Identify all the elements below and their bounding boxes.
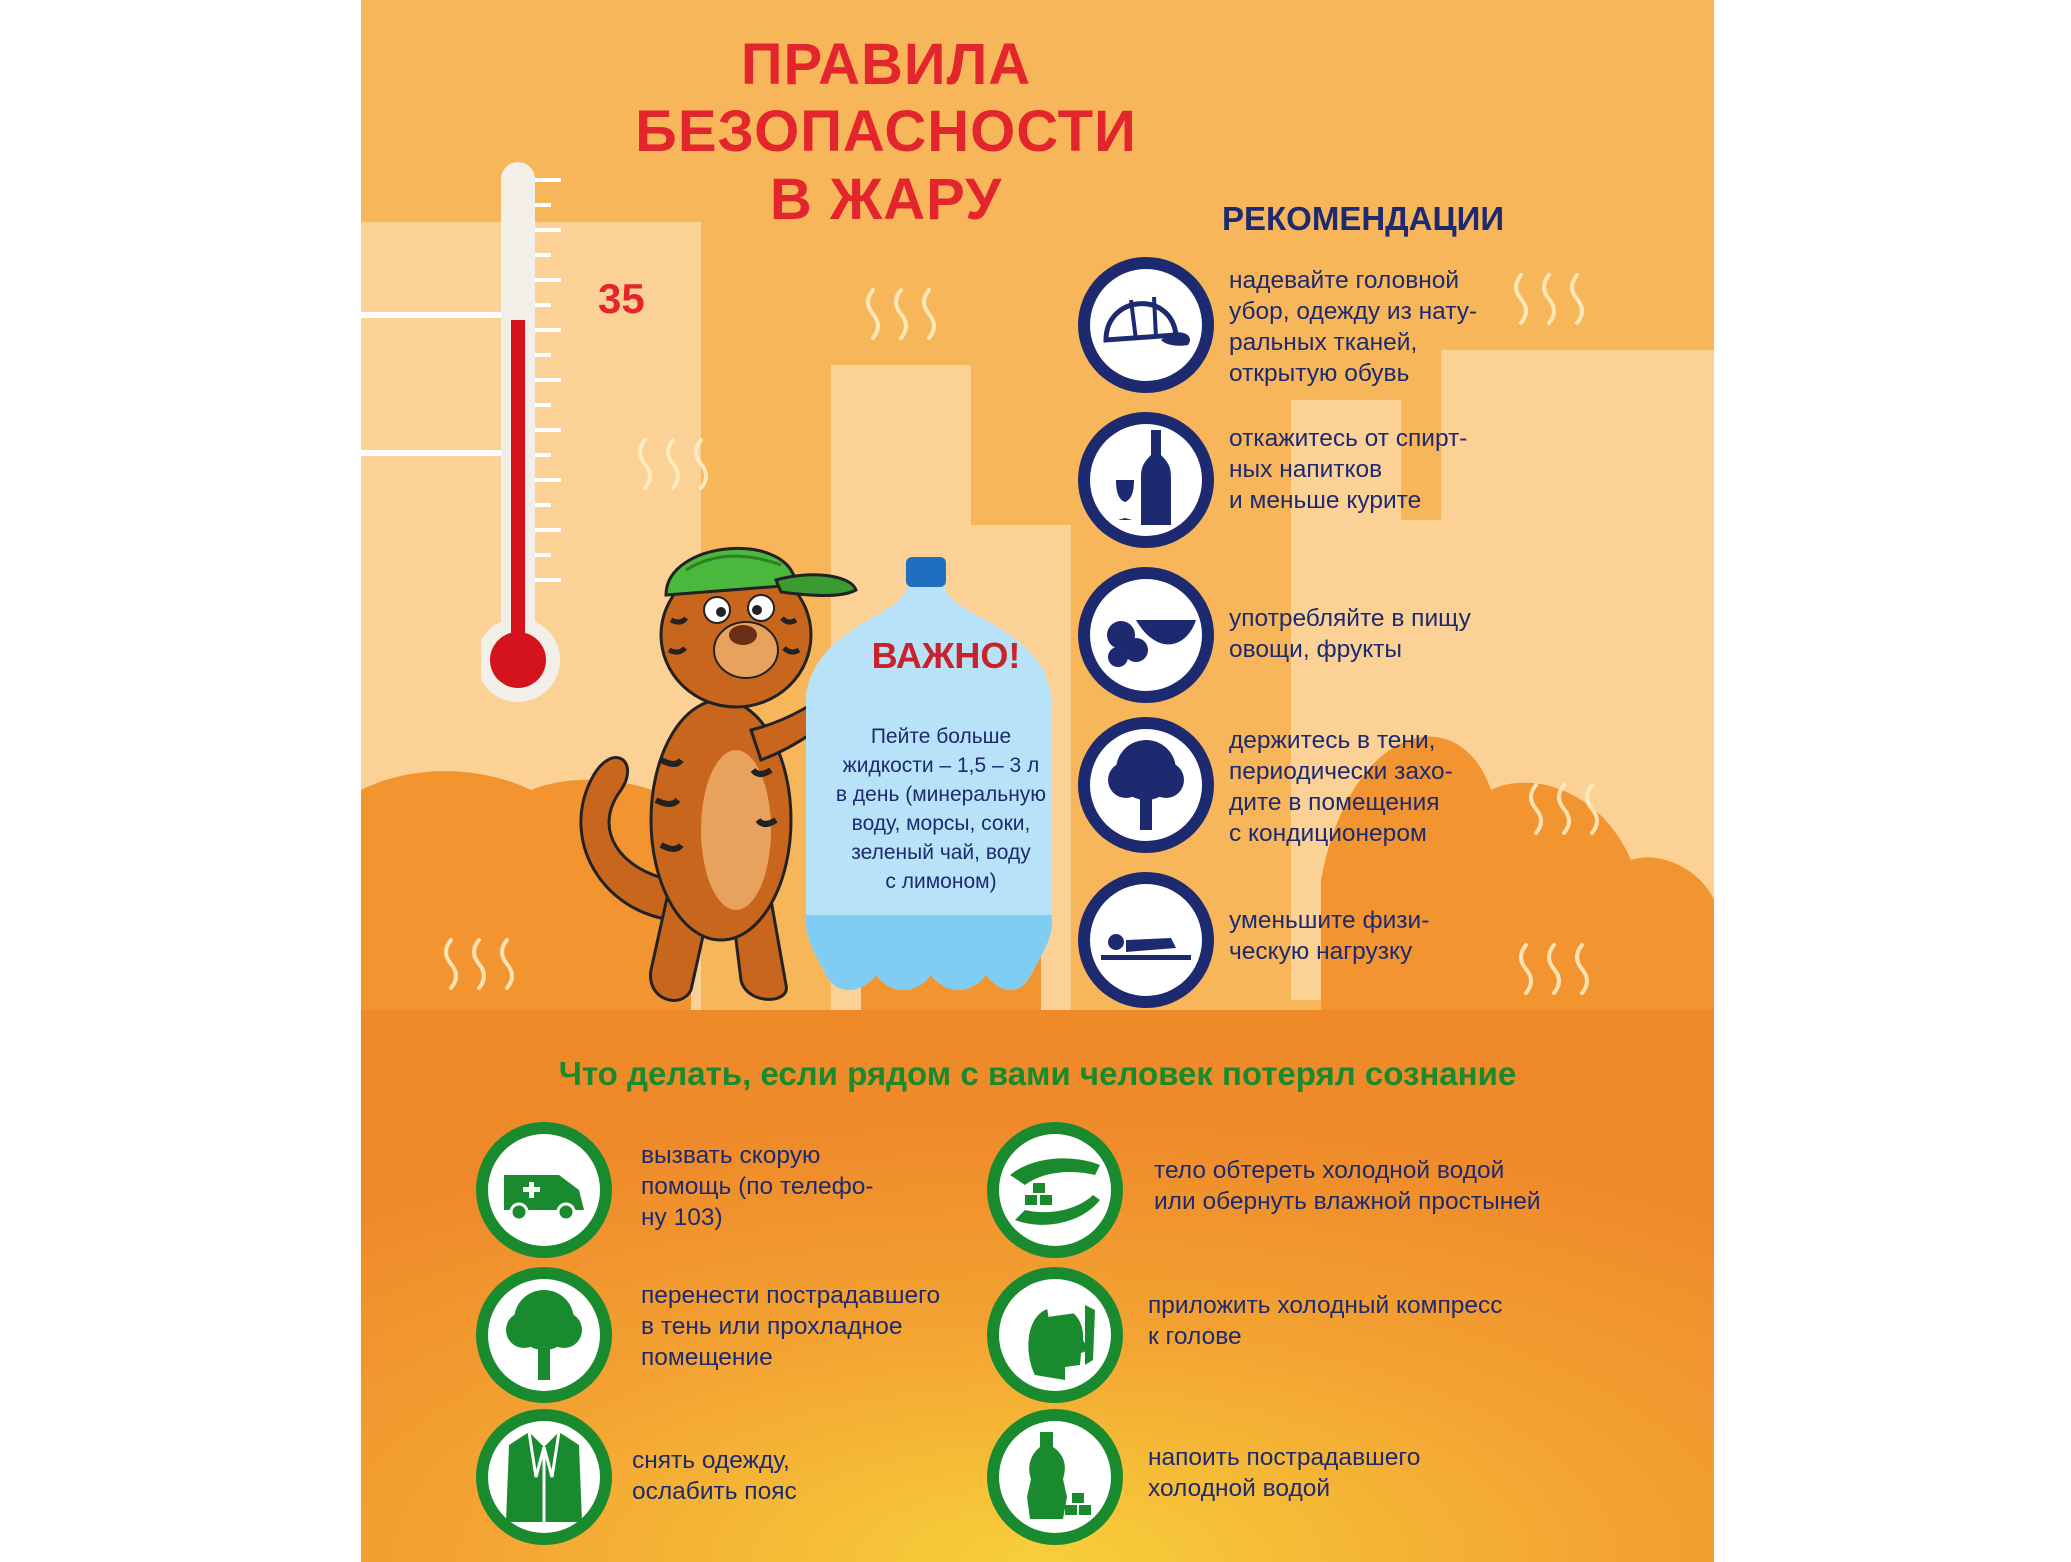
title-line-2: БЕЗОПАСНОСТИ <box>635 99 1137 164</box>
head-compress-icon <box>985 1265 1125 1405</box>
first-aid-title: Что делать, если рядом с вами человек потерял сознание <box>558 1055 1517 1092</box>
hands-ice-icon <box>985 1120 1125 1260</box>
jacket-icon <box>474 1407 614 1547</box>
first-aid-text-clothes: снять одежду, ослабить пояс <box>632 1447 797 1505</box>
rec-text-exercise: уменьшите физи- ческую нагрузку <box>1229 907 1430 965</box>
first-aid-text-compress: приложить холодный компресс к голове <box>1148 1292 1503 1350</box>
title-line-3: В ЖАРУ <box>769 167 1003 232</box>
title-line-1: ПРАВИЛА <box>740 32 1032 97</box>
cold-drink-icon <box>985 1407 1125 1547</box>
tree-icon <box>1076 715 1216 855</box>
ambulance-icon <box>474 1120 614 1260</box>
rec-text-headwear: надевайте головной убор, одежду из нату- ральных тканей, открытую обувь <box>1229 267 1478 387</box>
first-aid-text-ambulance: вызвать скорую помощь (по телефо- ну 103) <box>641 1142 874 1231</box>
lying-person-icon <box>1076 870 1216 1010</box>
rec-text-fruits: употребляйте в пищу овощи, фрукты <box>1229 605 1471 663</box>
first-aid-text-wipe: тело обтереть холодной водой или обернуть влажной простыней <box>1154 1157 1541 1215</box>
temperature-label: 35 <box>598 275 645 322</box>
bottle-wine-icon <box>1076 410 1216 550</box>
poster <box>361 0 1714 1562</box>
recommendations-title: РЕКОМЕНДАЦИИ <box>1222 200 1505 237</box>
drink-more-text: Пейте больше жидкости – 1,5 – 3 л в день (минеральную воду, морсы, соки, зеленый чай, воду с лимоном) <box>835 725 1047 893</box>
important-heading: ВАЖНО! <box>871 635 1021 676</box>
first-aid-text-shade: перенести пострадавшего в тень или прохладное помещение <box>641 1282 941 1371</box>
fruit-icon <box>1076 565 1216 705</box>
rec-text-shade: держитесь в тени, периодически захо- дите в помещения с кондиционером <box>1229 727 1453 847</box>
tree-icon <box>474 1265 614 1405</box>
first-aid-text-drink: напоить пострадавшего холодной водой <box>1148 1444 1421 1502</box>
cap-icon <box>1076 255 1216 395</box>
rec-text-alcohol: откажитесь от спирт- ных напитков и меньше курите <box>1229 425 1468 514</box>
